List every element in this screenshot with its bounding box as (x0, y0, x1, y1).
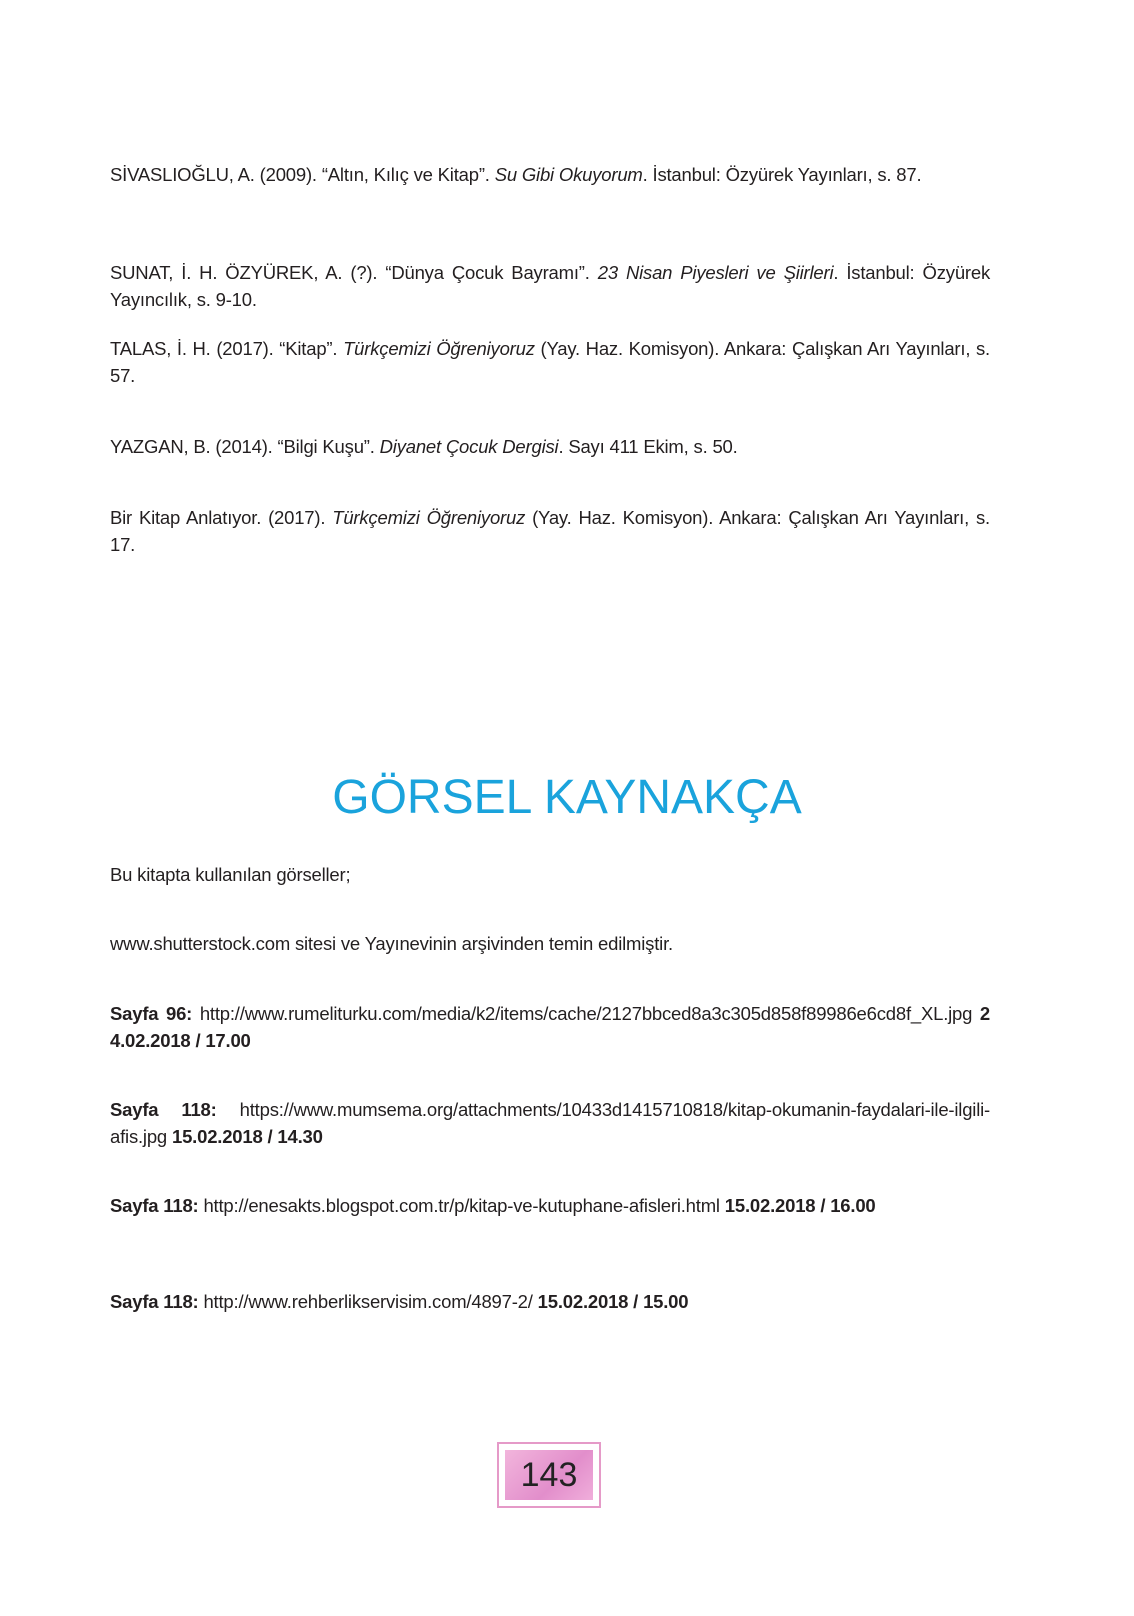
ref-author: YAZGAN, B. (2014). “Bilgi Kuşu”. (110, 436, 380, 457)
section-title: GÖRSEL KAYNAKÇA (332, 771, 802, 824)
page-label: Sayfa 118: (110, 1099, 217, 1120)
ref-author: SİVASLIOĞLU, A. (2009). “Altın, Kılıç ve Kitap”. (110, 164, 495, 185)
reference-item (110, 433, 990, 460)
access-date: 24.02.2018 / 17.00 (110, 1003, 990, 1051)
access-date: 15.02.2018 / 16.00 (724, 1195, 876, 1216)
page-label: Sayfa 118: (110, 1195, 199, 1216)
ref-title: Türkçemizi Öğreniyoruz (343, 338, 535, 359)
ref-title: 23 Nisan Piyesleri ve Şiirleri (597, 262, 834, 283)
ref-author: Bir Kitap Anlatıyor. (2017). (110, 507, 333, 528)
ref-details: (Yay. Haz. Komisyon). Ankara: Çalışkan Arı Yayınları, s. 57. (110, 338, 990, 386)
image-source-item (110, 1288, 990, 1315)
source-url: https://www.mumsema.org/attachments/10433d1415710818/kitap-okumanin-faydalari-ile-ilgili-afis.jpg (110, 1099, 990, 1147)
source-note: www.shutterstock.com sitesi ve Yayınevinin arşivinden temin edilmiştir. (110, 933, 673, 954)
ref-details: . İstanbul: Özyürek Yayıncılık, s. 9-10. (110, 262, 991, 310)
page-number: 143 (520, 1456, 578, 1494)
source-url: http://www.rumeliturku.com/media/k2/items/cache/2127bbced8a3c305d858f89986e6cd8f_XL.jpg (199, 1003, 973, 1024)
reference-item (110, 335, 990, 389)
ref-details: . İstanbul: Özyürek Yayınları, s. 87. (642, 164, 922, 185)
image-source-item (110, 1000, 990, 1054)
access-date: 15.02.2018 / 15.00 (537, 1291, 689, 1312)
reference-item (110, 259, 990, 313)
ref-title: Su Gibi Okuyorum (494, 164, 643, 185)
source-url: http://www.rehberlikservisim.com/4897-2/ (203, 1291, 533, 1312)
reference-item (110, 161, 990, 188)
image-source-item (110, 1096, 990, 1150)
intro-text: Bu kitapta kullanılan görseller; (110, 864, 351, 885)
image-source-item (110, 1192, 990, 1219)
ref-details: (Yay. Haz. Komisyon). Ankara: Çalışkan Arı Yayınları, s. 17. (110, 507, 990, 555)
page-label: Sayfa 118: (110, 1291, 199, 1312)
ref-title: Diyanet Çocuk Dergisi (379, 436, 559, 457)
ref-author: TALAS, İ. H. (2017). “Kitap”. (110, 338, 344, 359)
page-label: Sayfa 96: (110, 1003, 193, 1024)
page-number-badge (497, 1442, 601, 1508)
access-date: 15.02.2018 / 14.30 (171, 1126, 323, 1147)
source-url: http://enesakts.blogspot.com.tr/p/kitap-ve-kutuphane-afisleri.html (203, 1195, 720, 1216)
reference-item (110, 504, 990, 558)
ref-title: Türkçemizi Öğreniyoruz (332, 507, 526, 528)
ref-details: . Sayı 411 Ekim, s. 50. (558, 436, 738, 457)
ref-author: SUNAT, İ. H. ÖZYÜREK, A. (?). “Dünya Çocuk Bayramı”. (110, 262, 598, 283)
